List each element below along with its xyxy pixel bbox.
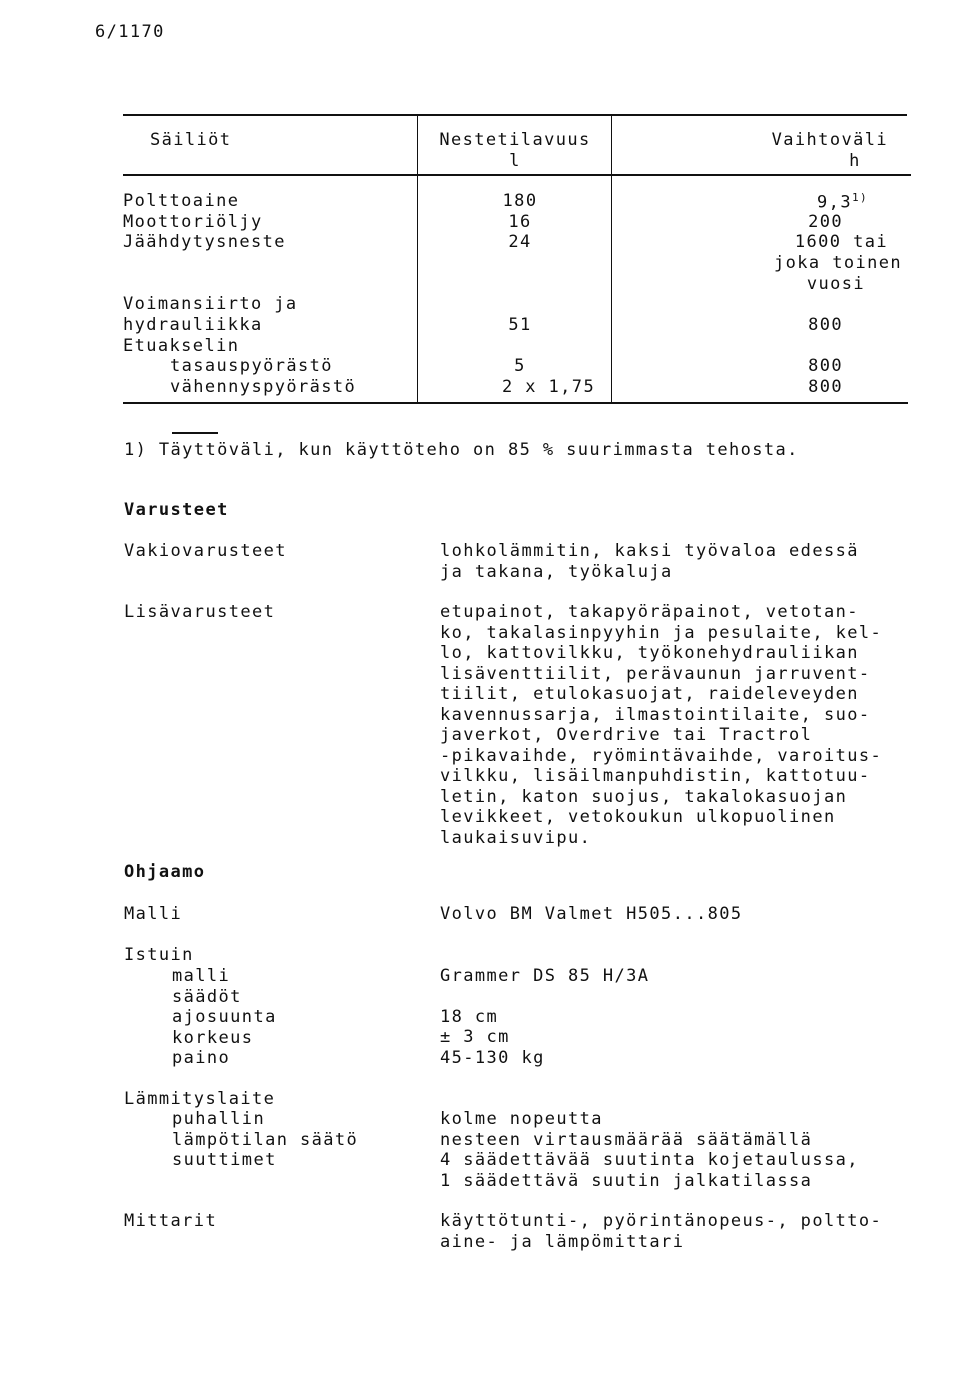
table-row-name-10: vähennyspyörästö <box>170 377 357 397</box>
header-interval-unit: h <box>849 151 861 171</box>
table-row-volume-3: 24 <box>508 232 532 252</box>
table-row-name-7: hydrauliikka <box>123 315 263 335</box>
lammityslaite-label: Lämmityslaite <box>124 1089 276 1109</box>
vakiovarusteet-text <box>440 541 859 582</box>
table-row-interval-1 <box>700 191 868 213</box>
text-line: lohkolämmitin, kaksi työvaloa edessä <box>440 541 859 561</box>
footnote-marker: 1) <box>851 191 868 204</box>
lammityslaite-value: 1 säädettävä suutin jalkatilassa <box>440 1170 813 1191</box>
table-row-interval-5: vuosi <box>806 274 865 294</box>
istuin-malli-value: Grammer DS 85 H/3A <box>440 966 650 986</box>
text-line: laukaisuvipu. <box>440 827 592 848</box>
istuin-sublabels <box>172 966 277 1069</box>
lisavarusteet-label: Lisävarusteet <box>124 602 276 622</box>
header-volume: Nestetilavuus <box>439 130 591 150</box>
footnote: 1) Täyttöväli, kun käyttöteho on 85 % suurimmasta tehosta. <box>124 440 799 460</box>
table-top-rule <box>123 114 907 116</box>
lammityslaite-sublabels <box>172 1109 358 1171</box>
header-rule <box>123 174 911 176</box>
table-row-volume-9: 5 <box>514 356 526 376</box>
table-row-name-9: tasauspyörästö <box>170 356 333 376</box>
text-line: aine- ja lämpömittari <box>440 1231 685 1252</box>
istuin-korkeus-value: ± 3 cm <box>440 1027 510 1047</box>
text-line: ja takana, työkaluja <box>440 561 673 582</box>
text-line: javerkot, Overdrive tai Tractrol <box>440 725 813 745</box>
table-row-interval-9: 800 <box>808 356 843 376</box>
text-line: ko, takalasinpyyhin ja pesulaite, kel- <box>440 622 883 643</box>
malli-value: Volvo BM Valmet H505...805 <box>440 904 743 924</box>
header-containers: Säiliöt <box>150 130 232 150</box>
mittarit-text <box>440 1211 882 1252</box>
lammityslaite-values <box>440 1109 859 1191</box>
table-row-volume-2: 16 <box>508 212 532 232</box>
istuin-sublabel: paino <box>172 1048 231 1068</box>
istuin-sublabel: malli <box>172 966 231 986</box>
table-row-name-8: Etuakselin <box>123 336 240 356</box>
footnote-mark-underline <box>172 432 218 434</box>
text-line: levikkeet, vetokoukun ulkopuolinen <box>440 807 836 827</box>
table-row-interval-4: joka toinen <box>774 253 902 273</box>
lammityslaite-value: nesteen virtausmäärää säätämällä <box>440 1129 813 1150</box>
lisavarusteet-text <box>440 602 882 848</box>
table-row-name-3: Jäähdytysneste <box>123 232 286 252</box>
header-volume-unit: l <box>509 151 521 171</box>
section-heading-varusteet: Varusteet <box>124 500 229 520</box>
table-row-interval-3: 1600 tai <box>794 232 888 252</box>
text-line: letin, katon suojus, takalokasuojan <box>440 786 848 807</box>
header-interval: Vaihtoväli <box>771 130 888 150</box>
table-row-interval-2: 200 <box>808 212 843 232</box>
text-line: vilkku, lisäilmanpuhdistin, kattotuu- <box>440 766 871 786</box>
table-row-name-1: Polttoaine <box>123 191 240 211</box>
table-row-volume-7: 51 <box>508 315 532 335</box>
table-row-volume-10: 2 x 1,75 <box>502 377 596 397</box>
istuin-sublabel: säädöt <box>172 986 242 1007</box>
text-line: käyttötunti-, pyörintänopeus-, poltto- <box>440 1211 883 1231</box>
text-line: -pikavaihde, ryömintävaihde, varoitus- <box>440 745 883 766</box>
istuin-paino-value: 45-130 kg <box>440 1048 545 1068</box>
lammityslaite-sublabel: lämpötilan säätö <box>172 1129 359 1150</box>
lammityslaite-value: 4 säädettävää suutinta kojetaulussa, <box>440 1150 859 1170</box>
text-line: tiilit, etulokasuojat, raideleveyden <box>440 684 859 704</box>
section-heading-ohjaamo: Ohjaamo <box>124 862 206 882</box>
mittarit-label: Mittarit <box>124 1211 218 1231</box>
text-line: lisäventtiilit, perävaunun jarruvent- <box>440 663 871 684</box>
text-line: lo, kattovilkku, työkonehydrauliikan <box>440 643 859 663</box>
lammityslaite-sublabel: suuttimet <box>172 1150 277 1170</box>
table-row-name-2: Moottoriöljy <box>123 212 263 232</box>
lammityslaite-value: kolme nopeutta <box>440 1109 603 1129</box>
interval-value: 9,3 <box>817 192 852 213</box>
table-row-name-6: Voimansiirto ja <box>123 294 298 314</box>
table-row-volume-1: 180 <box>502 191 538 211</box>
table-column-divider-2 <box>611 116 612 402</box>
text-line: kavennussarja, ilmastointilaite, suo- <box>440 704 871 725</box>
istuin-sublabel: korkeus <box>172 1027 254 1048</box>
vakiovarusteet-label: Vakiovarusteet <box>124 541 287 561</box>
table-bottom-rule <box>123 402 908 404</box>
text-line: etupainot, takapyöräpainot, vetotan- <box>440 602 859 622</box>
istuin-ajosuunta-value: 18 cm <box>440 1007 499 1027</box>
istuin-sublabel: ajosuunta <box>172 1007 277 1027</box>
malli-label: Malli <box>124 904 183 924</box>
istuin-label: Istuin <box>124 945 194 965</box>
page-number: 6/1170 <box>95 22 165 42</box>
table-row-interval-10: 800 <box>808 377 843 397</box>
lammityslaite-sublabel: puhallin <box>172 1109 266 1129</box>
table-row-interval-7: 800 <box>808 315 843 335</box>
table-column-divider-1 <box>417 116 418 402</box>
